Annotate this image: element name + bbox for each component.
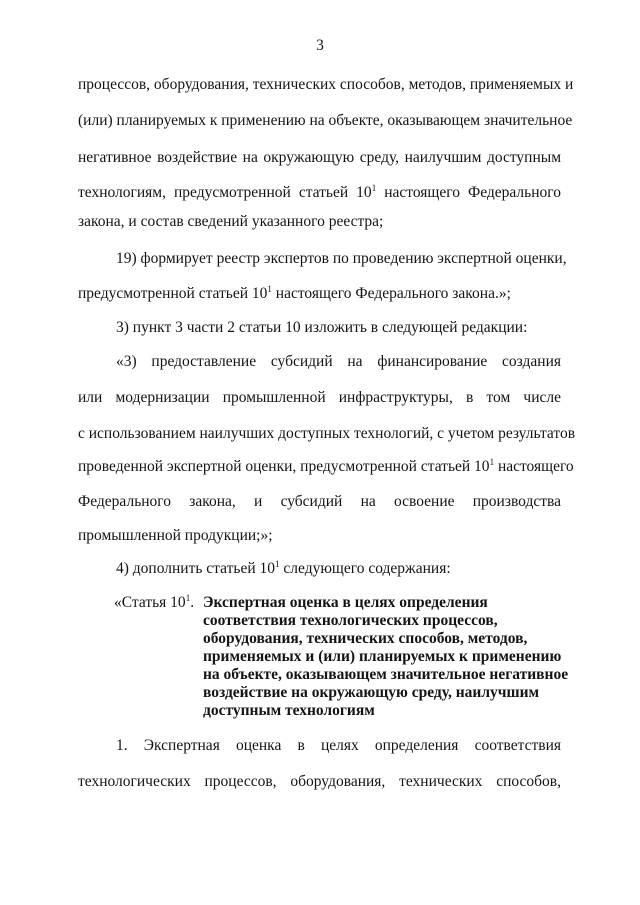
superscript: 1 [275, 559, 280, 569]
superscript: 1 [489, 457, 495, 467]
text-line [78, 183, 561, 202]
article-title [203, 594, 574, 720]
text-fragment: настоящего Федерального [376, 184, 561, 201]
text-fragment: технологиям, предусмотренной статьей 10 [78, 184, 372, 201]
article-title-line: оборудования, технических способов, методов, [203, 630, 528, 647]
article-label [114, 594, 194, 612]
text-line: закона, и состав сведений указанного реестра; [78, 213, 384, 230]
text-line: 19) формирует реестр экспертов по проведению экспертной оценки, [116, 250, 567, 267]
text-fragment: настоящего [494, 458, 574, 475]
text-line: 1. Экспертная оценка в целях определения соответствия [116, 737, 561, 754]
text-line: с использованием наилучших доступных технологий, с учетом результатов [78, 425, 576, 442]
article-label-dot: . [190, 594, 195, 611]
text-line: или модернизации промышленной инфраструктуры, в том числе [78, 389, 561, 406]
article-title-line: доступным технологиям [203, 702, 375, 719]
page-number: 3 [316, 37, 324, 54]
article-title-line: воздействие на окружающую среду, наилучшим [203, 684, 540, 701]
text-line: негативное воздействие на окружающую среду, наилучшим доступным [78, 149, 561, 166]
text-line: (или) планируемых к применению на объекте, оказывающем значительное [78, 112, 573, 129]
article-title-line: на объекте, оказывающем значительное негативное [203, 666, 569, 683]
text-fragment: 4) дополнить статьей 10 [116, 560, 276, 577]
article-title-line: Экспертная оценка в целях определения [203, 594, 488, 611]
text-fragment: предусмотренной статьей 10 [78, 285, 268, 302]
text-line [116, 559, 561, 578]
text-line: технологических процессов, оборудования, технических способов, [78, 773, 561, 790]
text-fragment: проведенной экспертной оценки, предусмотренной статьей 10 [78, 458, 490, 475]
text-line [78, 457, 574, 476]
superscript: 1 [267, 284, 272, 294]
text-line: «3) предоставление субсидий на финансирование создания [116, 353, 561, 370]
text-line [78, 284, 561, 303]
text-line: промышленной продукции;»; [78, 527, 273, 544]
article-label-text: «Статья 10 [114, 594, 186, 611]
superscript: 1 [185, 593, 191, 603]
article-title-line: соответствия технологических процессов, [203, 612, 498, 629]
text-line: 3) пункт 3 части 2 статьи 10 изложить в следующей редакции: [116, 319, 528, 336]
text-fragment: следующего содержания: [279, 560, 451, 577]
article-title-line: применяемых и (или) планируемых к применению [203, 648, 562, 665]
text-line: процессов, оборудования, технических способов, методов, применяемых и [78, 76, 574, 93]
text-line: Федерального закона, и субсидий на освоение производства [78, 493, 561, 510]
article-heading [114, 594, 574, 720]
superscript: 1 [371, 183, 377, 193]
text-fragment: настоящего Федерального закона.»; [271, 285, 511, 302]
